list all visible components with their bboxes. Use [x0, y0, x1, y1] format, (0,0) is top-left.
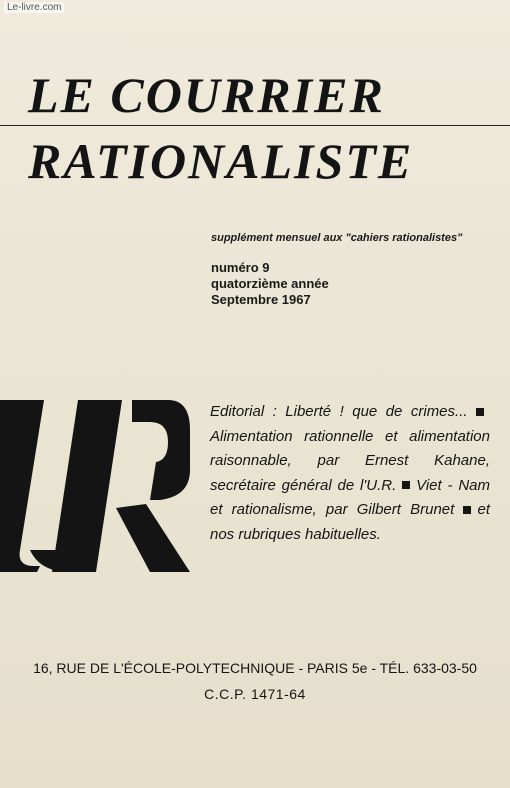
subtitle: supplément mensuel aux "cahiers rationalistes": [211, 232, 463, 244]
table-of-contents: [210, 400, 490, 547]
bullet-square-icon: [402, 481, 410, 489]
footer-ccp: C.C.P. 1471-64: [204, 686, 306, 702]
editorial-line: Editorial : Liberté ! que de crimes...: [210, 403, 468, 420]
contents-item: et nos rubriques habituelles.: [210, 501, 490, 543]
issue-info: [211, 260, 329, 308]
contents-item: Viet - Nam et rationalisme, par Gilbert Brunet: [210, 476, 490, 518]
issue-year: quatorzième année: [211, 276, 329, 291]
bullet-square-icon: [463, 506, 471, 514]
masthead-rule: [0, 125, 510, 126]
ur-logo: [0, 400, 190, 572]
issue-number: numéro 9: [211, 260, 270, 275]
bullet-square-icon: [476, 408, 484, 416]
issue-date: Septembre 1967: [211, 292, 311, 307]
contents-item: Alimentation rationnelle et alimentation raisonnable, par Ernest Kahane, secrétaire général de l'U.R.: [210, 427, 490, 494]
masthead-line2: RATIONALISTE: [28, 133, 414, 189]
footer-address: 16, RUE DE L'ÉCOLE-POLYTECHNIQUE - PARIS 5e - TÉL. 633-03-50: [33, 660, 477, 676]
watermark: Le-livre.com: [4, 2, 64, 13]
masthead-line1: LE COURRIER: [28, 67, 385, 123]
